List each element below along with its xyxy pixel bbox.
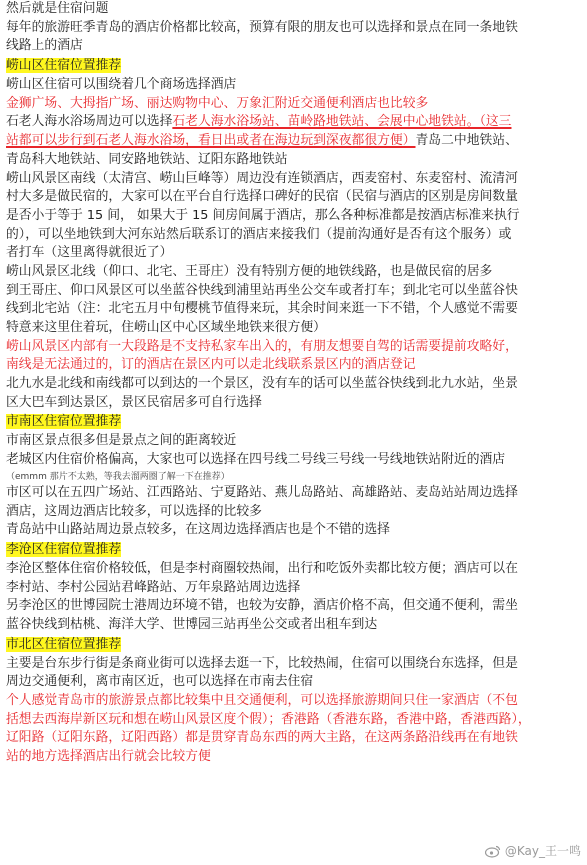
text-line <box>6 113 581 132</box>
body-text: 线到北宅站（注：北宅五月中旬樱桃节值得来玩，其余时间来逛一下不错，个人感觉不需要 <box>6 301 518 317</box>
body-text: 青岛站中山路站周边景点较多，在这周边选择酒店也是个不错的选择 <box>6 522 390 538</box>
text-line <box>6 729 581 748</box>
body-text: 市区可以在五四广场站、江西路站、宁夏路站、燕儿岛路站、高雄路站、麦岛站站周边选择 <box>6 484 518 500</box>
body-text: 的），可以坐地铁到大河东站然后联系订的酒店来接我们（提前沟通好是否有这个服务）或 <box>6 226 512 242</box>
text-line <box>6 244 581 263</box>
text-line <box>6 0 581 19</box>
text-line <box>6 76 581 95</box>
watermark <box>485 842 581 859</box>
body-text: 酒店，这周边酒店比较多，可以选择的比较多 <box>6 503 262 519</box>
body-text: 老城区内住宿价格偏高，大家也可以选择在四号线二号线三号线一号线地铁站附近的酒店 <box>6 452 506 468</box>
body-text: 另李沧区的世博园院士港周边环境不错，也较为安静，酒店价格不高，但交通不便利，需坐 <box>6 598 518 614</box>
body-text: 李村站、李村公园站君峰路站、万年泉路站周边选择 <box>6 579 301 595</box>
article-body <box>6 0 581 767</box>
body-text: 区大巴车到达景区，景区民宿居多可自行选择 <box>6 394 262 410</box>
text-line <box>6 560 581 579</box>
body-text: 到王哥庄、仰口风景区可以坐蓝谷快线到浦里站再坐公交车或者打车；到北宅可以坐蓝谷快 <box>6 282 518 298</box>
highlight-text: 辽阳路（辽阳东路，辽阳西路）都是贯穿青岛东西的两大主路，在这两条路沿线再在有地铁 <box>6 730 518 746</box>
body-text: 李沧区整体住宿价格较低，但是李村商圈较热闹，出行和吃饭外卖都比较方便；酒店可以在 <box>6 560 518 576</box>
text-line <box>6 207 581 226</box>
highlight-text: 个人感觉青岛市的旅游景点都比较集中且交通便利，可以选择旅游期间只住一家酒店（不包 <box>6 693 518 708</box>
body-text: 青岛二中地铁站、 <box>415 133 518 149</box>
text-line <box>6 170 581 189</box>
body-text: 周边交通便利，离市南区近，也可以选择在市南去住宿 <box>6 674 314 690</box>
section-heading: 市北区住宿位置推荐 <box>6 636 122 652</box>
body-text: 主要是台东步行街是条商业街可以选择去逛一下，比较热闹，住宿可以围绕台东选择，但是 <box>6 655 518 671</box>
text-line <box>6 597 581 616</box>
text-line <box>6 503 581 522</box>
body-text: 然后就是住宿问题 <box>6 1 109 16</box>
body-text: 北九水是北线和南线都可以到达的一个景区，没有车的话可以坐蓝谷快线到北九水站，坐景 <box>6 376 518 392</box>
highlight-text: 崂山风景区内部有一大段路是不支持私家车出入的，有朋友想要自驾的话需要提前攻略好， <box>6 338 518 354</box>
text-line <box>6 692 581 711</box>
text-line <box>6 375 581 394</box>
body-text: 者打车（这里离得就很近了） <box>6 245 173 261</box>
text-line <box>6 132 581 151</box>
highlight-text: 括想去西海岸新区玩和想在崂山风景区度个假）；香港路（香港东路，香港中路，香港西路）， <box>6 711 531 727</box>
text-line <box>6 188 581 207</box>
text-line <box>6 394 581 413</box>
text-line <box>6 338 581 357</box>
text-line <box>6 319 581 338</box>
text-line <box>6 655 581 674</box>
body-text: 每年的旅游旺季青岛的酒店价格都比较高，预算有限的朋友也可以选择和景点在同一条地铁 <box>6 19 518 35</box>
text-line <box>6 151 581 170</box>
highlight-text: 金狮广场、大拇指广场、丽达购物中心、万象汇附近交通便利酒店也比较多 <box>6 95 429 111</box>
body-text: 崂山风景区南线（太清宫、崂山巨峰等）周边没有连锁酒店，西麦窑村、东麦窑村、流清河 <box>6 170 518 186</box>
body-text: 市南区景点很多但是景点之间的距离较近 <box>6 433 237 449</box>
section-heading: 崂山区住宿位置推荐 <box>6 58 122 74</box>
text-line <box>6 412 581 432</box>
text-line <box>6 263 581 282</box>
weibo-icon <box>485 844 501 858</box>
text-line <box>6 37 581 56</box>
text-line <box>6 300 581 319</box>
text-line <box>6 356 581 375</box>
body-text: 是否小于等于 15 间， 如果大于 15 间房间属于酒店，那么各种标准都是按酒店标准来执行 <box>6 207 520 223</box>
text-line <box>6 451 581 470</box>
text-line <box>6 616 581 635</box>
body-text: 崂山区住宿可以围绕着几个商场选择酒店 <box>6 77 237 93</box>
text-line <box>6 470 581 484</box>
body-text: 特意来这里住着玩，住崂山区中心区域坐地铁来很方便） <box>6 320 326 335</box>
text-line <box>6 540 581 560</box>
text-line <box>6 56 581 76</box>
body-text: 线路上的酒店 <box>6 38 83 54</box>
section-heading: 市南区住宿位置推荐 <box>6 414 122 430</box>
text-line <box>6 711 581 730</box>
note-text: （emmm 那片不太熟，等我去溜两圈了解一下在推荐） <box>6 471 230 482</box>
text-line <box>6 673 581 692</box>
text-line <box>6 521 581 540</box>
text-line <box>6 95 581 114</box>
text-line <box>6 19 581 38</box>
highlight-text: 站都可以步行到石老人海水浴场，看日出或者在海边玩到深夜都很方便） <box>6 133 416 149</box>
watermark-text: @Kay_王一鸣 <box>504 844 581 858</box>
body-text: 崂山风景区北线（仰口、北宅、王哥庄）没有特别方便的地铁线路，也是做民宿的居多 <box>6 263 493 279</box>
text-line <box>6 484 581 503</box>
section-heading: 李沧区住宿位置推荐 <box>6 541 122 557</box>
body-text: 石老人海水浴场周边可以选择 <box>6 114 173 130</box>
text-line <box>6 226 581 245</box>
text-line <box>6 432 581 451</box>
text-line <box>6 635 581 655</box>
body-text: 村大多是做民宿的，大家可以在平台自行选择口碑好的民宿（民宿与酒店的区别是房间数量 <box>6 189 518 205</box>
highlight-text: 站的地方选择酒店出行就会比较方便 <box>6 749 211 765</box>
text-line <box>6 748 581 767</box>
highlight-text: 南线是无法通过的，订的酒店在景区内可以走北线联系景区内的酒店登记 <box>6 357 416 373</box>
text-line <box>6 282 581 301</box>
body-text: 青岛科大地铁站、同安路地铁站、辽阳东路地铁站 <box>6 151 288 167</box>
body-text: 蓝谷快线到枯桃、海洋大学、世博园三站再坐公交或者出租车到达 <box>6 616 378 632</box>
text-line <box>6 579 581 598</box>
highlight-text: 石老人海水浴场站、苗岭路地铁站、会展中心地铁站。（这三 <box>172 114 512 130</box>
